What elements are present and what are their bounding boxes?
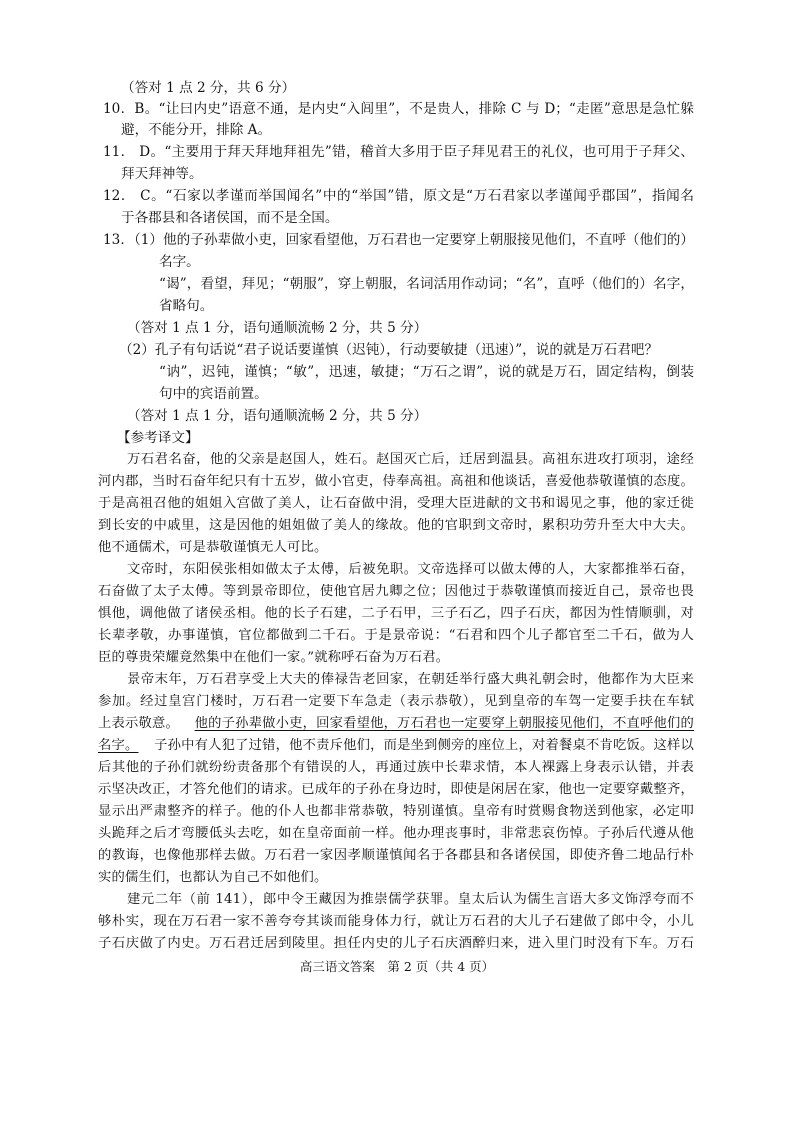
translation-line: 的教诲，也像他那样去做。万石君一家因孝顺谨慎闻名于各郡县和各诸侯国，即使齐鲁二地品行朴 <box>98 848 694 863</box>
underlined-segment: 名字。 <box>98 738 139 753</box>
answer-13-1-note-1: “谒”，看望，拜见；“朝服”，穿上朝服，名词活用作动词；“名”，直呼（他们的）名字， <box>159 276 694 292</box>
answer-12-line-2: 于各郡县和各诸侯国，而不是全国。 <box>121 210 339 226</box>
translation-line: 长辈孝敬，办事谨慎，官位都做到二千石。于是景帝说：“石君和四个儿子都官至二千石，做为人 <box>98 628 694 643</box>
answer-13-2-score: （答对 1 点 1 分，语句通顺流畅 2 分，共 5 分） <box>127 408 428 424</box>
answer-13-1-score: （答对 1 点 1 分，语句通顺流畅 2 分，共 5 分） <box>127 320 428 336</box>
translation-line: 实的儒生们，也都认为自己不如他们。 <box>98 870 328 885</box>
answer-13-2-line-1: （2）孔子有句话说“君子说话要谨慎（迟钝），行动要敏捷（迅速）”，说的就是万石君吧？ <box>119 342 659 358</box>
translation-line: 参加。经过皇宫门楼时，万石君一定要下车急走（表示恭敬），见到皇帝的车驾一定要手扶在车轼 <box>98 694 694 709</box>
translation-line: 臣的尊贵荣耀竟然集中在他们一家。”就称呼石奋为万石君。 <box>98 650 450 665</box>
translation-line: 万石君名奋，他的父亲是赵国人，姓石。赵国灭亡后，迁居到温县。高祖东进攻打项羽，途经 <box>127 452 694 467</box>
translation-line: 到长安的中戚里，这是因他的姐姐做了美人的缘故。他的官职到文帝时，累积功劳升至大中大夫。 <box>98 518 694 533</box>
translation-line-underlined-row <box>98 736 694 756</box>
answer-13-1-line-1: 13．（1）他的子孙辈做小吏，回家看望他，万石君也一定要穿上朝服接见他们，不直呼（他们的） <box>103 232 694 248</box>
answer-13-1-line-2: 名字。 <box>159 254 200 270</box>
translation-line: 示坚决改正，才答允他们的请求。已成年的子孙在身边时，即使是闲居在家，他也一定要穿戴整齐， <box>98 782 694 797</box>
translation-line: 够朴实，现在万石君一家不善夸夸其谈而能身体力行，就让万石君的大儿子石建做了郎中令，小儿 <box>98 914 694 929</box>
translation-line-underlined-row <box>98 714 694 734</box>
translation-line: 后其他的子孙们就纷纷责备那个有错误的人，再通过族中长辈求情，本人裸露上身表示认错，并表 <box>98 760 694 775</box>
translation-line: 河内郡，当时石奋年纪只有十五岁，做小官吏，侍奉高祖。高祖和他谈话，喜爱他恭敬谨慎的态度。 <box>98 474 694 489</box>
answer-13-1-note-2: 省略句。 <box>159 298 214 314</box>
answer-13-2-note-2: 句中的宾语前置。 <box>159 386 268 402</box>
translation-line: 景帝末年，万石君享受上大夫的俸禄告老回家，在朝廷举行盛大典礼朝会时，他都作为大臣来 <box>127 672 694 687</box>
translation-line: 建元二年（前 141），郎中令王藏因为推崇儒学获罪。皇太后认为儒生言语大多文饰浮夸而不 <box>127 892 694 907</box>
translation-segment: 上表示敬意。 <box>98 716 179 731</box>
translation-line: 于是高祖召他的姐姐入宫做了美人，让石奋做中涓，受理大臣进献的文书和谒见之事，他的家迁徙 <box>98 496 694 511</box>
translation-heading: 【参考译文】 <box>117 430 199 446</box>
translation-line: 文帝时，东阳侯张相如做太子太傅，后被免职。文帝选择可以做太傅的人，大家都推举石奋， <box>127 562 694 577</box>
underlined-segment: 他的子孙辈做小吏，回家看望他，万石君也一定要穿上朝服接见他们，不直呼他们的 <box>194 716 694 731</box>
answer-11-line-1: 11． D。“主要用于拜天拜地拜祖先”错，稽首大多用于臣子拜见君王的礼仪，也可用于子拜父、 <box>103 144 694 160</box>
translation-line: 惧他，调他做了诸侯丞相。他的长子石建，二子石甲，三子石乙，四子石庆，都因为性情顺驯，对 <box>98 606 694 621</box>
answer-13-2-note-1: “讷”，迟钝，谨慎；“敏”，迅速，敏捷；“万石之谓”，说的就是万石，固定结构，倒装 <box>159 364 694 380</box>
page-footer: 高三语文答案 第 2 页（共 4 页） <box>299 959 495 974</box>
answer-10-line-1: 10．B。“让曰内史”语意不通，是内史“入闾里”，不是贵人，排除 C 与 D；“走匿”意思是急忙躲 <box>103 101 694 117</box>
answer-10-line-2: 避，不能分开，排除 A。 <box>121 122 272 138</box>
translation-line: 子石庆做了内史。万石君迁居到陵里。担任内史的儿子石庆酒醉归来，进入里门时没有下车。万石 <box>98 936 694 951</box>
answer-11-line-2: 拜天拜神等。 <box>121 166 203 182</box>
answer-12-line-1: 12． C。“石家以孝谨而举国闻名”中的“举国”错，原文是“万石君家以孝谨闻乎郡国”，指闻名 <box>103 188 694 204</box>
translation-line: 显示出严肃整齐的样子。他的仆人也都非常恭敬，特别谨慎。皇帝有时赏赐食物送到他家，必定叩 <box>98 804 694 819</box>
translation-line: 他不通儒术，可是恭敬谨慎无人可比。 <box>98 540 328 555</box>
translation-line: 石奋做了太子太傅。等到景帝即位，使他官居九卿之位；因他过于恭敬谨慎而接近自己，景帝也畏 <box>98 584 694 599</box>
translation-segment: 子孙中有人犯了过错，他不责斥他们，而是坐到侧旁的座位上，对着餐桌不肯吃饭。这样以 <box>154 738 694 753</box>
score-note: （答对 1 点 2 分，共 6 分） <box>121 80 296 96</box>
translation-line: 头跪拜之后才弯腰低头去吃，如在皇帝面前一样。他办理丧事时，非常悲哀伤悼。子孙后代遵从他 <box>98 826 694 841</box>
